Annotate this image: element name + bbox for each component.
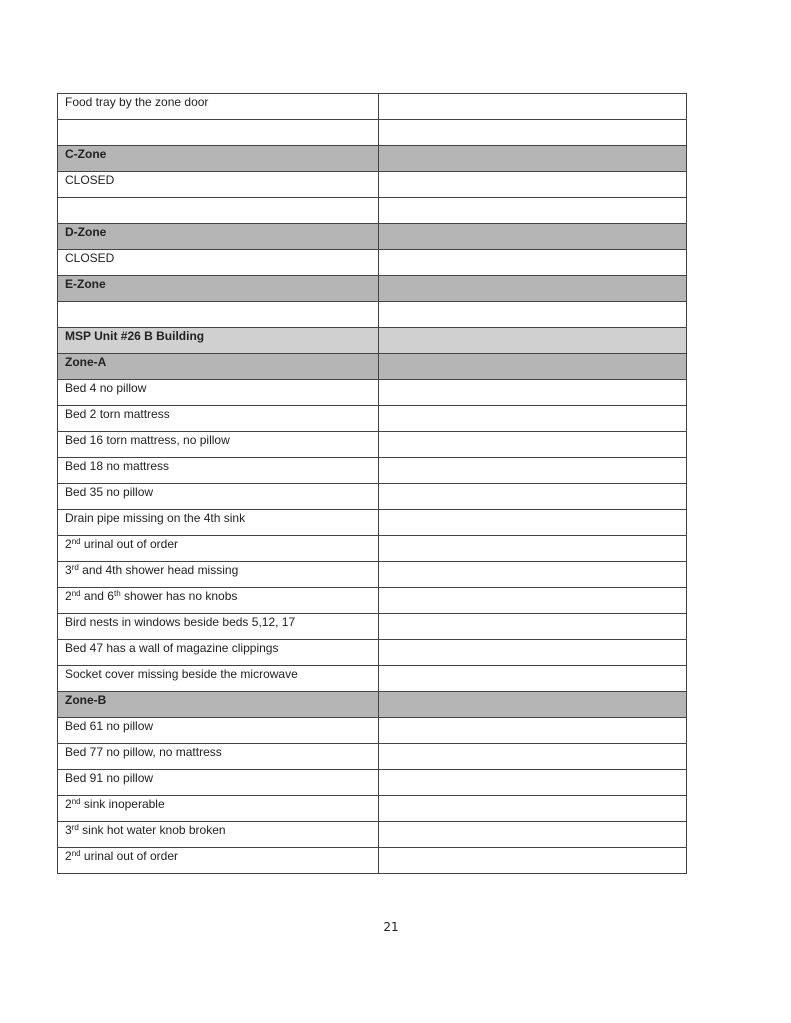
table-row: [58, 744, 687, 770]
page-number: 21: [383, 920, 399, 934]
ordinal-suffix: rd: [71, 563, 79, 572]
text-part: sink inoperable: [80, 797, 165, 811]
notes-cell: [379, 250, 687, 276]
zone-header-row: [58, 692, 687, 718]
text-part: sink hot water knob broken: [78, 823, 226, 837]
table-row: [58, 562, 687, 588]
text-part: 3: [65, 823, 72, 837]
notes-cell: [379, 198, 687, 224]
table-row: [58, 796, 687, 822]
description-cell: Bed 2 torn mattress: [58, 406, 379, 432]
notes-cell: [379, 666, 687, 692]
description-cell: Bed 16 torn mattress, no pillow: [58, 432, 379, 458]
notes-cell: [379, 614, 687, 640]
notes-cell: [379, 328, 687, 354]
table-row: [58, 198, 687, 224]
notes-cell: [379, 744, 687, 770]
description-cell: [58, 588, 379, 614]
table-row: [58, 458, 687, 484]
ordinal-suffix: th: [113, 589, 121, 598]
table-row: [58, 770, 687, 796]
description-cell: [58, 120, 379, 146]
notes-cell: [379, 692, 687, 718]
ordinal-suffix: nd: [71, 537, 81, 546]
notes-cell: [379, 172, 687, 198]
text-part: 3: [65, 563, 72, 577]
table-row: [58, 120, 687, 146]
description-cell: Bed 91 no pillow: [58, 770, 379, 796]
description-cell: [58, 536, 379, 562]
description-cell: CLOSED: [58, 172, 379, 198]
description-cell: [58, 796, 379, 822]
zone-header-row: [58, 354, 687, 380]
description-cell: Bird nests in windows beside beds 5,12, 17: [58, 614, 379, 640]
notes-cell: [379, 796, 687, 822]
table-row: [58, 718, 687, 744]
description-cell: [58, 198, 379, 224]
description-cell: Bed 61 no pillow: [58, 718, 379, 744]
text-part: 2: [65, 537, 72, 551]
description-cell: [58, 848, 379, 874]
ordinal-suffix: nd: [71, 849, 81, 858]
notes-cell: [379, 718, 687, 744]
description-cell: CLOSED: [58, 250, 379, 276]
description-cell: Zone-B: [58, 692, 379, 718]
table-row: [58, 588, 687, 614]
notes-cell: [379, 484, 687, 510]
zone-header-row: [58, 146, 687, 172]
notes-cell: [379, 848, 687, 874]
description-cell: [58, 822, 379, 848]
text-part: shower has no knobs: [120, 589, 238, 603]
ordinal-suffix: nd: [71, 797, 81, 806]
text-part: urinal out of order: [80, 849, 178, 863]
description-cell: Bed 35 no pillow: [58, 484, 379, 510]
table-row: [58, 536, 687, 562]
table-row: [58, 250, 687, 276]
table-row: [58, 172, 687, 198]
notes-cell: [379, 224, 687, 250]
text-part: 2: [65, 589, 72, 603]
ordinal-suffix: nd: [71, 589, 81, 598]
zone-header-row: [58, 276, 687, 302]
table-row: [58, 484, 687, 510]
notes-cell: [379, 406, 687, 432]
notes-cell: [379, 562, 687, 588]
description-cell: Bed 77 no pillow, no mattress: [58, 744, 379, 770]
text-part: urinal out of order: [80, 537, 178, 551]
notes-cell: [379, 276, 687, 302]
notes-cell: [379, 536, 687, 562]
description-cell: Socket cover missing beside the microwave: [58, 666, 379, 692]
table-row: [58, 94, 687, 120]
notes-cell: [379, 302, 687, 328]
description-cell: Drain pipe missing on the 4th sink: [58, 510, 379, 536]
description-cell: Bed 4 no pillow: [58, 380, 379, 406]
table-row: [58, 380, 687, 406]
table-row: [58, 510, 687, 536]
table-row: [58, 822, 687, 848]
text-part: 2: [65, 797, 72, 811]
text-part: and 4th shower head missing: [78, 563, 239, 577]
notes-cell: [379, 588, 687, 614]
building-header-row: [58, 328, 687, 354]
table-row: [58, 406, 687, 432]
description-cell: Food tray by the zone door: [58, 94, 379, 120]
description-cell: [58, 562, 379, 588]
table-row: [58, 666, 687, 692]
ordinal-suffix: rd: [71, 823, 79, 832]
notes-cell: [379, 432, 687, 458]
inspection-table: [57, 93, 687, 874]
notes-cell: [379, 770, 687, 796]
notes-cell: [379, 120, 687, 146]
description-cell: D-Zone: [58, 224, 379, 250]
description-cell: Zone-A: [58, 354, 379, 380]
description-cell: C-Zone: [58, 146, 379, 172]
table-row: [58, 614, 687, 640]
zone-header-row: [58, 224, 687, 250]
table-row: [58, 848, 687, 874]
table-row: [58, 432, 687, 458]
notes-cell: [379, 458, 687, 484]
description-cell: E-Zone: [58, 276, 379, 302]
notes-cell: [379, 354, 687, 380]
description-cell: [58, 302, 379, 328]
notes-cell: [379, 94, 687, 120]
table-row: [58, 640, 687, 666]
text-part: and 6: [80, 589, 114, 603]
table-row: [58, 302, 687, 328]
description-cell: MSP Unit #26 B Building: [58, 328, 379, 354]
notes-cell: [379, 510, 687, 536]
description-cell: Bed 18 no mattress: [58, 458, 379, 484]
notes-cell: [379, 380, 687, 406]
notes-cell: [379, 822, 687, 848]
notes-cell: [379, 146, 687, 172]
notes-cell: [379, 640, 687, 666]
description-cell: Bed 47 has a wall of magazine clippings: [58, 640, 379, 666]
text-part: 2: [65, 849, 72, 863]
